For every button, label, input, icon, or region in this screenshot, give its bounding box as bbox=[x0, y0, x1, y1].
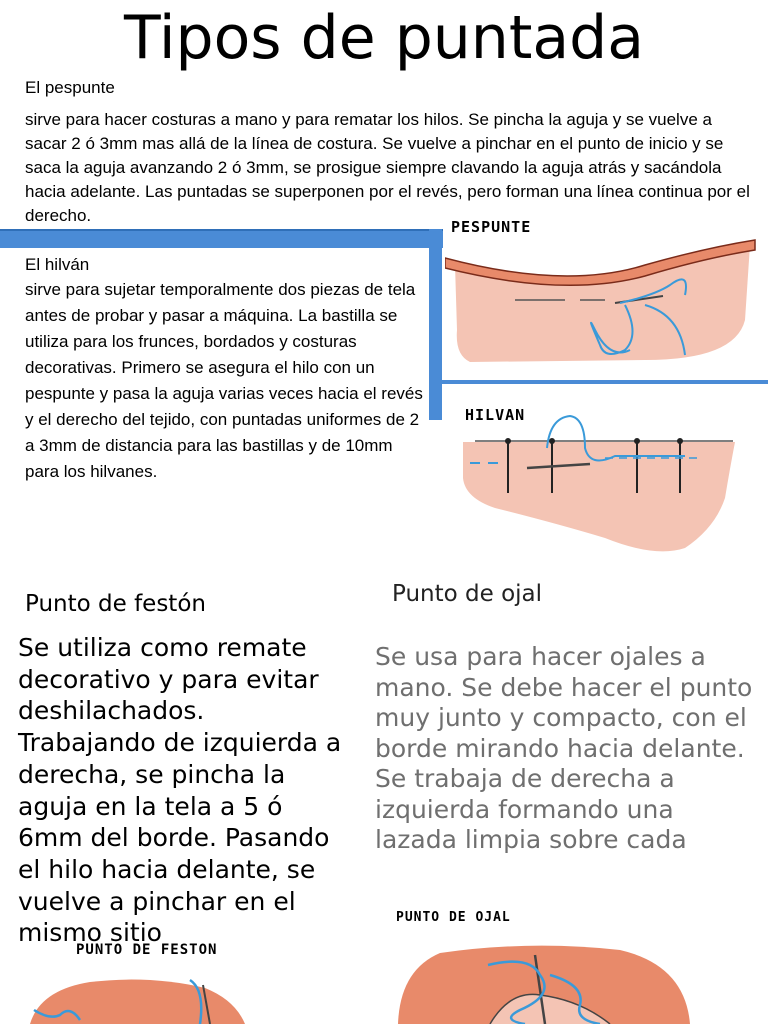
frame-line-right bbox=[432, 380, 768, 384]
page-title: Tipos de puntada bbox=[124, 3, 644, 73]
feston-illustration-label: PUNTO DE FESTON bbox=[76, 942, 218, 958]
frame-line-vertical bbox=[429, 229, 442, 420]
feston-heading: Punto de festón bbox=[25, 591, 206, 617]
feston-illustration bbox=[20, 930, 320, 1024]
hilvan-illustration bbox=[455, 398, 745, 568]
pespunte-text: sirve para hacer costuras a mano y para rematar los hilos. Se pincha la aguja y se vuelve a sacar 2 ó 3mm mas allá de la línea de costura. Se vuelve a pinchar en el punto de inicio y se saca la aguja avanzando 2 ó 3mm, se prosigue siempre clavando la aguja atrás y sacándola hacia adelante. Las puntadas se superponen por el revés, pero forman una línea continua por el derecho. bbox=[25, 110, 750, 225]
ojal-text: Se usa para hacer ojales a mano. Se debe hacer el punto muy junto y compacto, con el borde mirando hacia delante. Se trabaja de derecha a izquierda formando una lazada limpia sobre cada bbox=[375, 642, 753, 854]
frame-line-top bbox=[0, 229, 443, 248]
ojal-heading: Punto de ojal bbox=[392, 581, 543, 607]
ojal-illustration-label: PUNTO DE OJAL bbox=[396, 910, 511, 925]
pespunte-illustration bbox=[445, 210, 765, 375]
ojal-illustration bbox=[380, 895, 710, 1024]
pespunte-heading: El pespunte bbox=[25, 78, 115, 97]
hilvan-heading: El hilván bbox=[25, 255, 90, 274]
feston-text: Se utiliza como remate decorativo y para evitar deshilachados. Trabajando de izquierda a derecha, se pincha la aguja en la tela a 5 ó 6mm del borde. Pasando el hilo hacia delante, se vuelve a pinchar en el mismo sitio bbox=[18, 633, 342, 948]
hilvan-text: sirve para sujetar temporalmente dos piezas de tela antes de probar y pasar a máquina. La bastilla se utiliza para los frunces, bordados y costuras decorativas. Primero se asegura el hilo con un pespunte y pasa la aguja varias veces hacia el revés y el derecho del tejido, con puntadas uniformes de 2 a 3mm de distancia para las bastillas y de 10mm para los hilvanes. bbox=[25, 280, 423, 481]
pespunte-illustration-label: PESPUNTE bbox=[451, 218, 532, 236]
hilvan-illustration-label: HILVAN bbox=[465, 406, 526, 424]
